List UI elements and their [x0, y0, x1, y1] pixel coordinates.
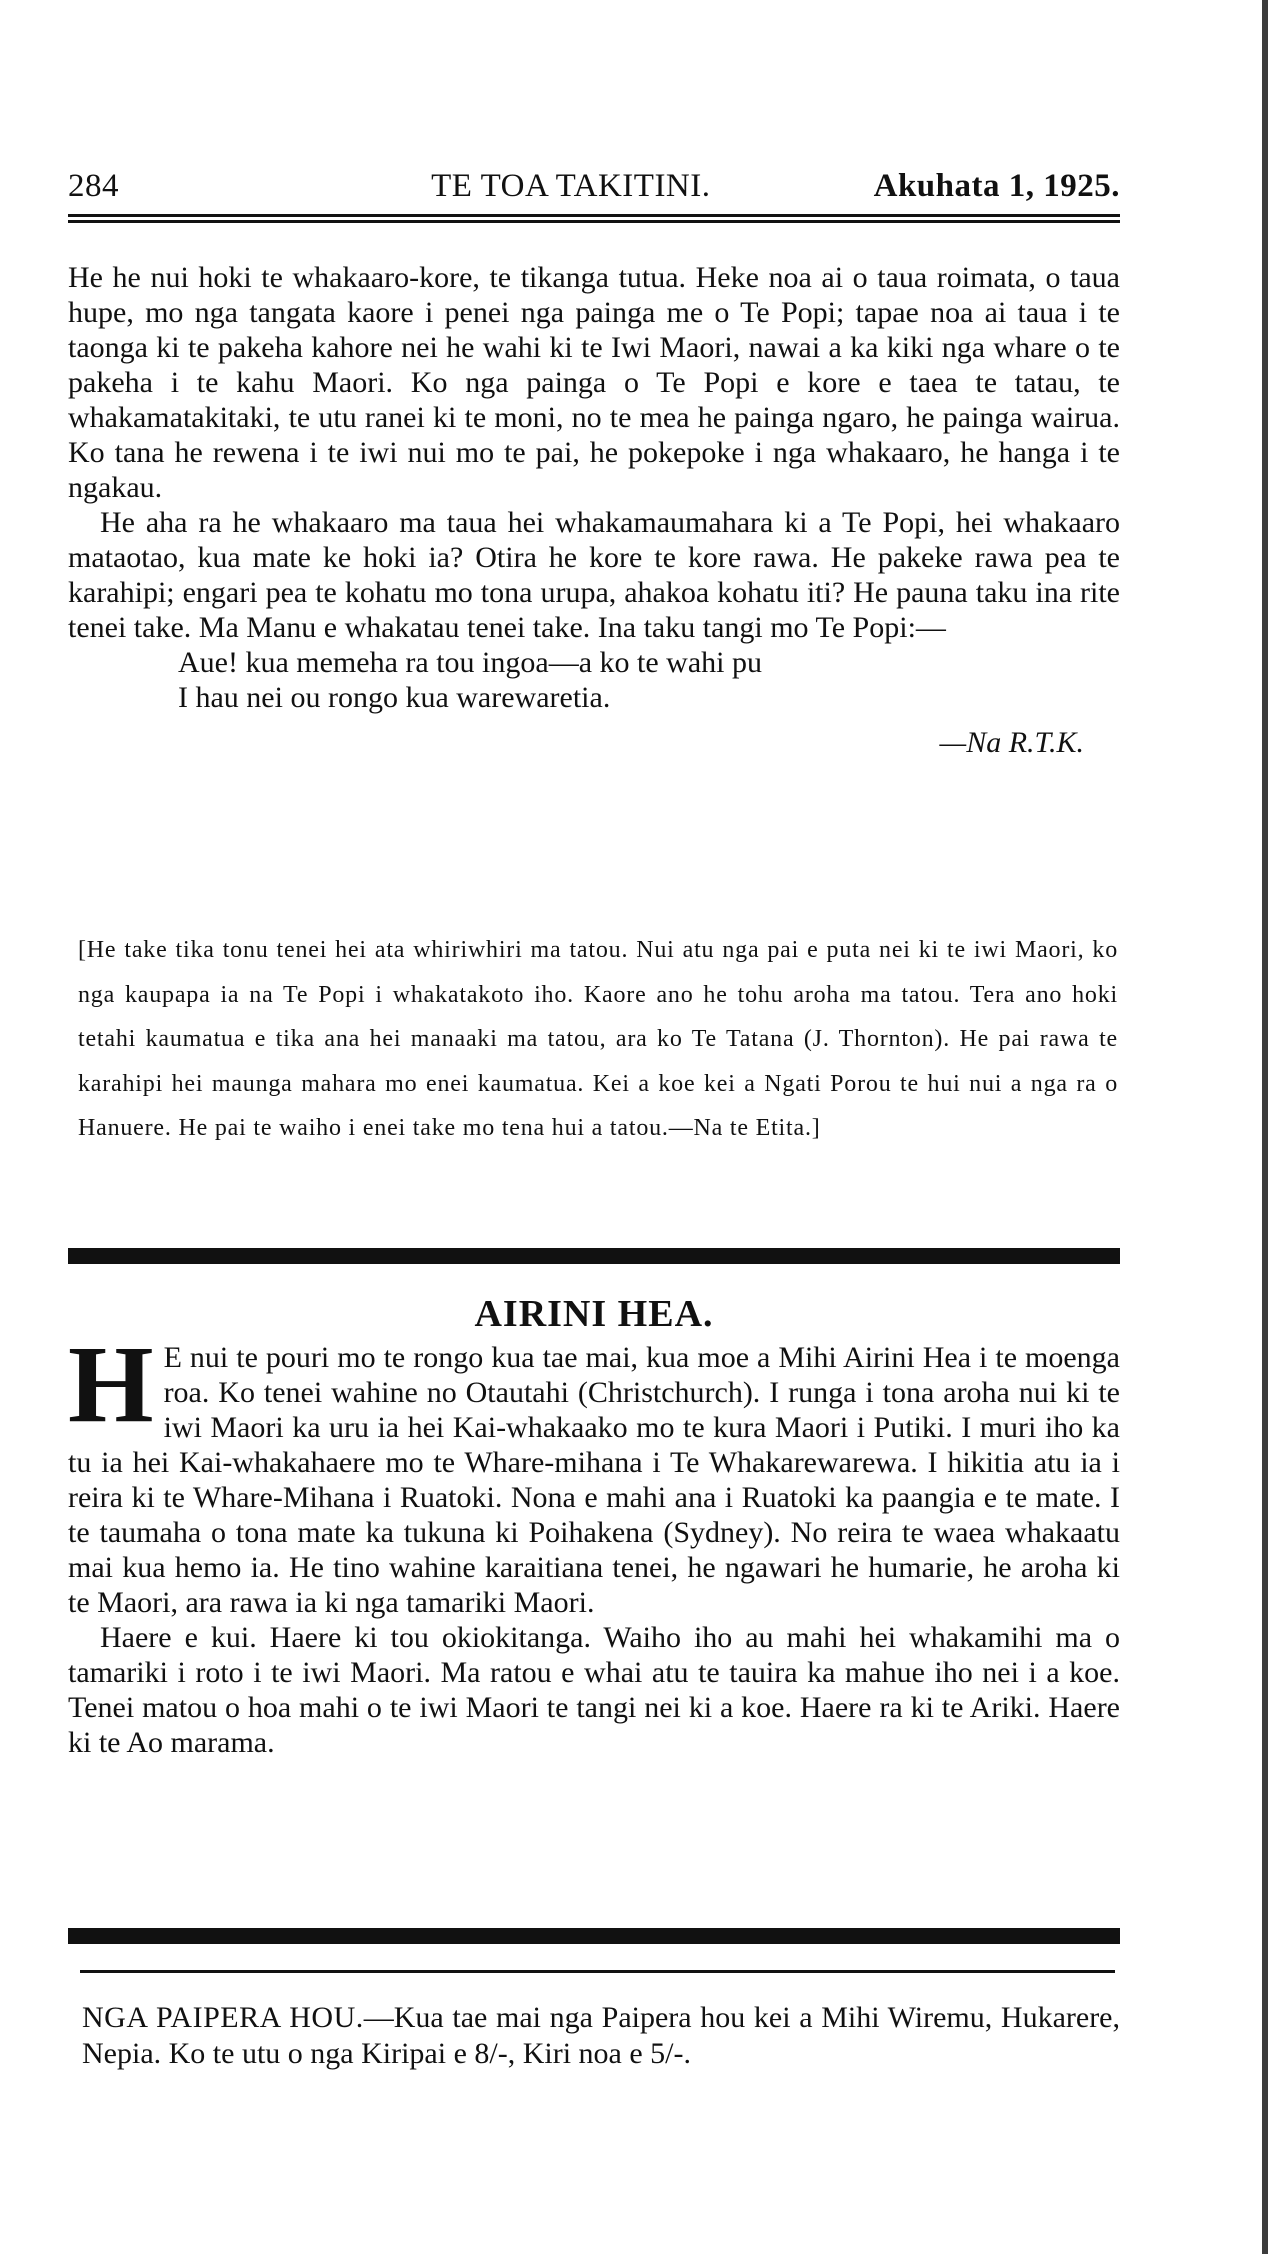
section-divider — [68, 1248, 1120, 1264]
signature: —Na R.T.K. — [939, 726, 1084, 759]
paragraph: He aha ra he whakaaro ma taua hei whakamaumahara ki a Te Popi, hei whakaaro mataotao, kua mate ke hoki ia? Otira he kore te kore rawa. He pakeke rawa pea te karahipi; engari pea te kohatu mo tona urupa, ahakoa kohatu iti? He pauna taku ina rite tenei take. Ma Manu e whakatau tenei take. Ina taku tangi mo Te Popi:— — [68, 506, 1120, 644]
editor-note: [He take tika tonu tenei hei ata whiriwhiri ma tatou. Nui atu nga pai e puta nei ki te iwi Maori, ko nga kaupapa ia na Te Popi i whakatakoto iho. Kaore ano he tohu aroha ma tatou. Tera ano hoki tetahi kaumatua e tika ana hei manaaki ma tatou, ara ko Te Tatana (J. Thornton). He pai rawa te karahipi hei maunga mahara mo enei kaumatua. Kei a koe kei a Ngati Porou te hui nui a nga ra o Hanuere. He pai te waiho i enei take mo tena hui a tatou.—Na te Etita.] — [78, 937, 1118, 1141]
issue-date: Akuhata 1, 1925. — [873, 168, 1120, 204]
page-binding-edge — [1262, 0, 1268, 2254]
poem-line: Aue! kua memeha ra tou ingoa—a ko te wahi pu — [178, 646, 762, 679]
section-divider — [68, 1928, 1120, 1944]
drop-cap: H — [68, 1323, 154, 1445]
bible-notice — [82, 2000, 1120, 2072]
page-number: 284 — [68, 168, 119, 204]
notice-heading: NGA PAIPERA HOU. — [82, 2001, 364, 2034]
notice-text: —Kua tae mai nga Paipera hou kei a Mihi Wiremu, Hukarere, Nepia. Ko te utu o nga Kiripai e 8/-, Kiri noa e 5/-. — [82, 2001, 1120, 2070]
article-title: AIRINI HEA. — [474, 1293, 714, 1335]
article-paragraph: Haere e kui. Haere ki tou okiokitanga. Waiho iho au mahi hei whakamihi ma o tamariki i roto i te iwi Maori. Ma ratou e whai atu te tauira ka mahue iho nei i a koe. Tenei matou o hoa mahi o te iwi Maori te tangi nei ki a koe. Haere ra ki te Ariki. Haere ki te Ao marama. — [68, 1621, 1120, 1759]
journal-page — [68, 0, 1120, 2254]
obituary-article — [68, 1323, 1120, 1760]
paragraph: He he nui hoki te whakaaro-kore, te tikanga tutua. Heke noa ai o taua roimata, o taua hupe, mo nga tangata kaore i penei nga painga me o Te Popi; tapae noa ai taua i te taonga ki te pakeha kahore nei he wahi ki te Iwi Maori, nawai a ka kiki nga whare o te pakeha i te kahu Maori. Ko nga painga o Te Popi e kore e taea te tatau, te whakamatakitaki, te utu ranei ki te moni, no te mea he painga ngaro, he painga wairua. Ko tana he rewena i te iwi nui mo te pai, he pokepoke i nga whakaaro, he hanga i te ngakau. — [68, 261, 1120, 504]
poem — [178, 645, 1120, 715]
header-rule — [68, 214, 1120, 217]
header-rule — [68, 220, 1120, 223]
thin-rule — [80, 1970, 1115, 1973]
running-header — [68, 168, 1120, 212]
poem-line: I hau nei ou rongo kua warewaretia. — [178, 681, 611, 714]
journal-title: TE TOA TAKITINI. — [431, 168, 711, 204]
article-paragraph: E nui te pouri mo te rongo kua tae mai, kua moe a Mihi Airini Hea i te moenga roa. Ko tenei wahine no Otautahi (Christchurch). I runga i tona aroha nui ki te iwi Maori ka uru ia hei Kai-whakaako mo te kura Maori i Putiki. I muri iho ka tu ia hei Kai-whakahaere mo te Whare-mihana i Te Whakarewarewa. I hikitia atu ia i reira ki te Whare-Mihana i Ruatoki. Nona e mahi ana i Ruatoki ka paangia e te mate. I te taumaha o tona mate ka tukuna ki Poihakena (Sydney). No reira te waea whakaatu mai kua hemo ia. He tino wahine karaitiana tenei, he ngawari he humarie, he aroha ki te Maori, ara rawa ia ki nga tamariki Maori. — [68, 1341, 1120, 1619]
letter-body — [68, 260, 1120, 760]
